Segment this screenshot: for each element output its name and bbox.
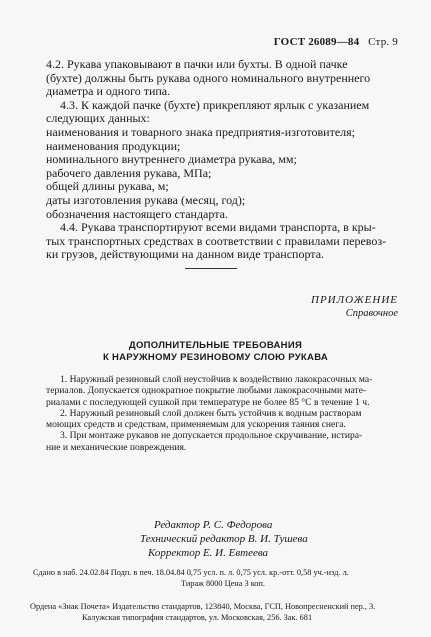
section-divider [185,268,237,269]
body-line: рабочего давления рукава, МПа; [46,165,212,180]
appendix-line: ние и механические повреждения. [46,441,187,453]
page-number: Стр. 9 [368,36,398,48]
section-4-text [46,58,406,262]
editor-credit: Редактор Р. С. Федорова [154,519,273,531]
appendix-line: териалов. Допускается однократное покрытие любыми лакокрасочными мате- [46,385,367,397]
appendix-line: 3. При монтаже рукавов не допускается продольное скручивание, истира- [60,430,363,442]
appendix-line: 1. Наружный резиновый слой неустойчив к воздействию лакокрасочных ма- [60,374,373,385]
appendix-heading [0,340,431,364]
editorial-credits [140,518,308,560]
standard-number: ГОСТ 26089—84 [273,36,360,48]
body-line: ки грузов, действующими на данном виде транспорта. [46,247,325,262]
body-line: 4.4. Рукава транспортируют всеми видами транспорта, в кры- [60,220,376,235]
publisher-footer [30,602,375,623]
print-imprint [33,568,349,589]
appendix-label [311,294,398,320]
appendix-title: ПРИЛОЖЕНИЕ [311,294,398,306]
appendix-subtitle: Справочное [345,308,398,319]
page-header [274,36,398,48]
appendix-line: риалами с последующей сушкой при температуре не более 85 °С в течение 1 ч. [46,396,370,408]
body-line: тых транспортных средствах в соответствии с правилами перевоз- [46,233,387,248]
body-line: диаметра и одного типа. [46,84,171,99]
body-line: номинального внутреннего диаметра рукава, мм; [46,152,297,167]
body-line: 4.2. Рукава упаковывают в пачки или бухты. В одной пачке [46,57,348,71]
heading-line-1: ДОПОЛНИТЕЛЬНЫЕ ТРЕБОВАНИЯ [128,340,303,351]
body-line: обозначения настоящего стандарта. [46,206,228,221]
appendix-text [46,374,406,453]
publisher-line: Ордена «Знак Почета» Издательство стандартов, 123840, Москва, ГСП, Новопресненский пер., 3. [30,602,376,611]
body-line: 4.3. К каждой пачке (бухте) прикрепляют ярлык с указанием [60,97,370,112]
appendix-line: моющих средств и средствам, применяемым для ускорения таяния снега. [46,419,346,431]
imprint-line-2: Тираж 8000 Цена 3 коп. [181,578,265,588]
body-line: наименования продукции; [46,138,181,153]
imprint-line-1: Сдано в наб. 24.02.84 Подп. в печ. 18.04.84 0,75 усл. п. л. 0,75 усл. кр.-отт. 0,58 уч.-изд. л. [33,568,349,577]
body-line: общей длины рукава, м; [46,179,169,194]
body-line: следующих данных: [46,111,150,126]
body-line: даты изготовления рукава (месяц, год); [46,192,246,207]
heading-line-2: К НАРУЖНОМУ РЕЗИНОВОМУ СЛОЮ РУКАВА [102,352,329,363]
printer-line: Калужская типография стандартов, ул. Московская, 256. Зак. 681 [82,612,313,622]
body-line: (бухте) должны быть рукава одного номинального внутреннего [46,70,371,85]
body-line: наименования и товарного знака предприятия-изготовителя; [46,124,356,139]
proofreader-credit: Корректор Е. И. Евтеева [148,547,269,559]
tech-editor-credit: Технический редактор В. И. Тушева [140,533,308,545]
appendix-line: 2. Наружный резиновый слой должен быть устойчив к водным растворам [60,407,362,419]
